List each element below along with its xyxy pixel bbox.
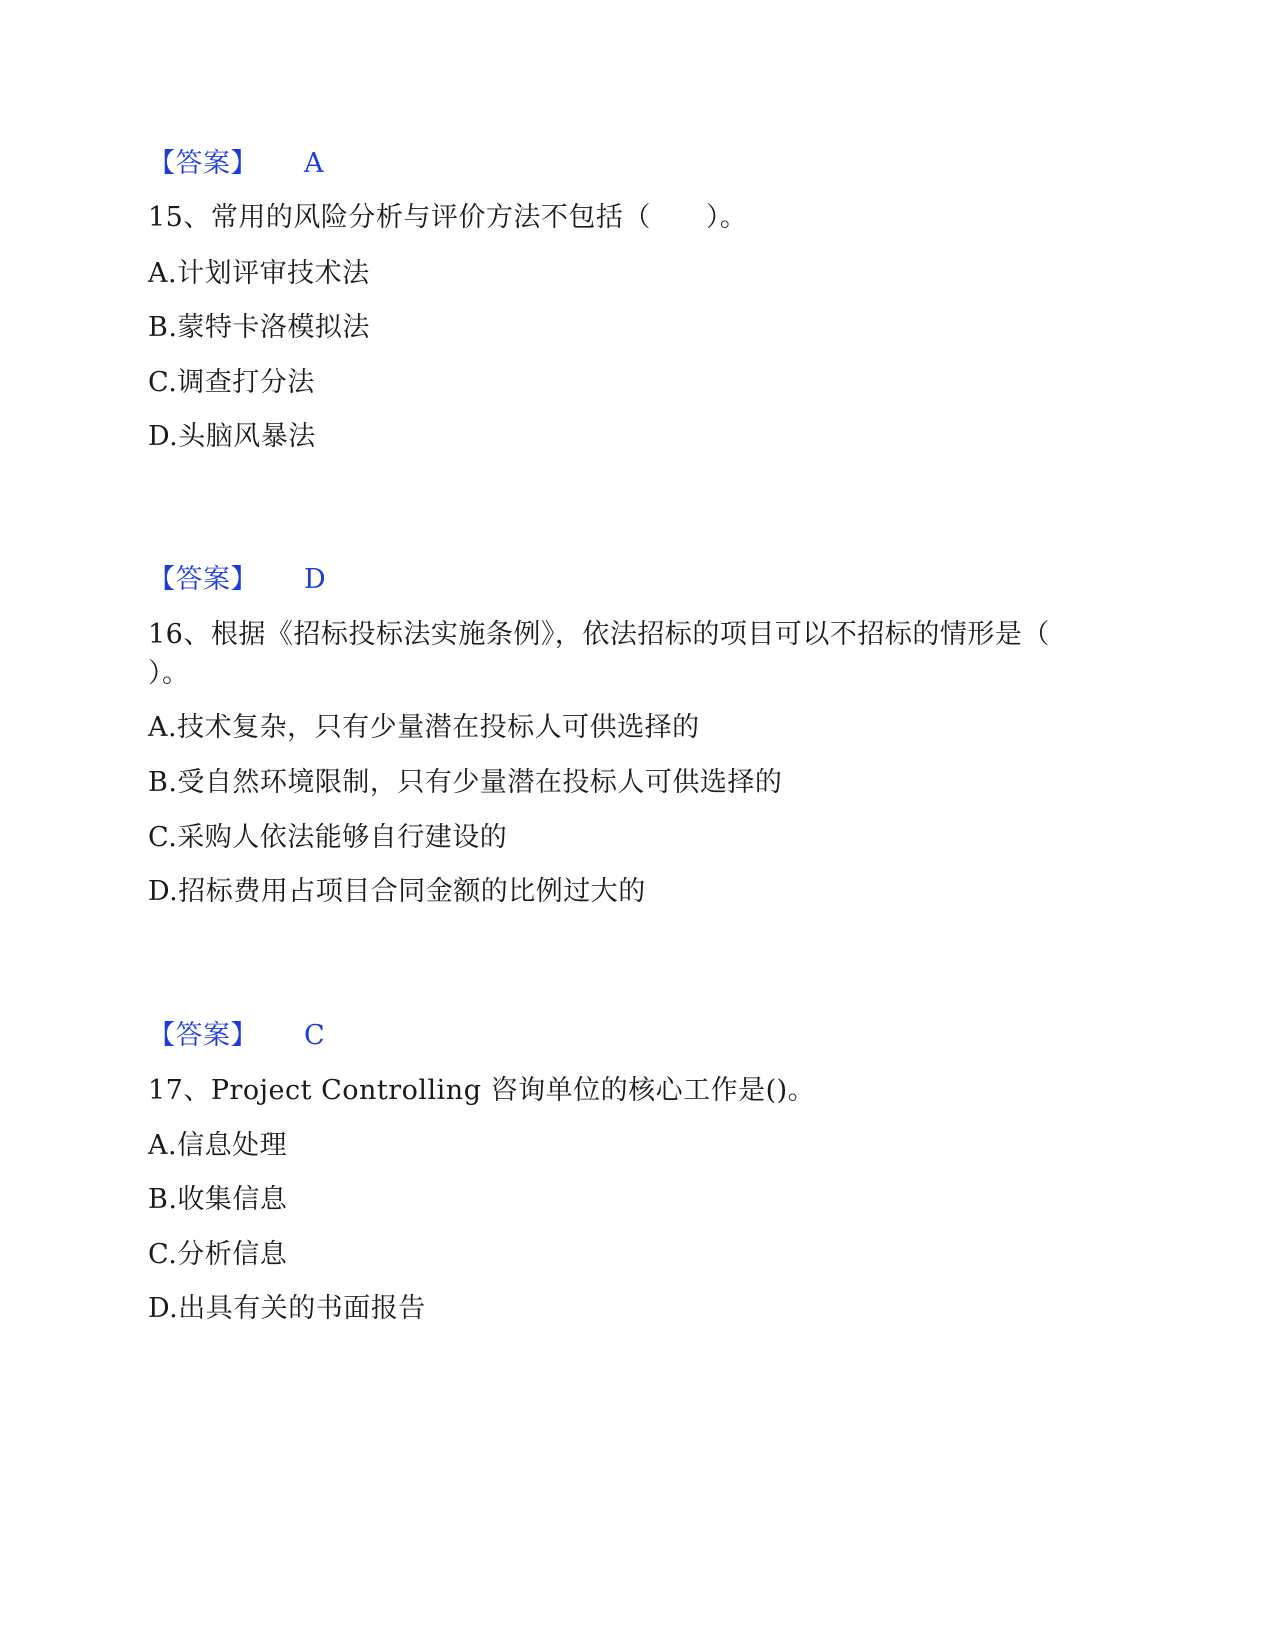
question-16-option-a: A.技术复杂，只有少量潜在投标人可供选择的 [148, 712, 700, 743]
question-17-option-b: B.收集信息 [148, 1184, 288, 1215]
answer-label: 【答案】 [148, 564, 258, 595]
question-15-option-a: A.计划评审技术法 [148, 258, 370, 289]
answer-value: A [304, 148, 324, 179]
answer-value: C [304, 1020, 326, 1051]
answer-row [148, 146, 324, 182]
answer-row [148, 1018, 325, 1054]
question-17-option-c: C.分析信息 [148, 1239, 288, 1270]
question-15-text: 15、常用的风险分析与评价方法不包括（ ）。 [148, 202, 748, 233]
question-17-option-a: A.信息处理 [148, 1130, 288, 1161]
question-16-option-d: D.招标费用占项目合同金额的比例过大的 [148, 876, 646, 907]
question-17-text: 17、Project Controlling 咨询单位的核心工作是()。 [148, 1075, 816, 1106]
answer-label: 【答案】 [148, 1020, 258, 1051]
question-16-option-b: B.受自然环境限制，只有少量潜在投标人可供选择的 [148, 767, 783, 798]
question-15-option-c: C.调查打分法 [148, 367, 315, 398]
answer-value: D [304, 564, 327, 595]
answer-row [148, 562, 326, 598]
question-16-text-line2: ）。 [148, 658, 190, 689]
answer-label: 【答案】 [148, 148, 258, 179]
question-16-option-c: C.采购人依法能够自行建设的 [148, 822, 508, 853]
question-16-text-line1: 16、根据《招标投标法实施条例》，依法招标的项目可以不招标的情形是（ [148, 619, 1050, 650]
question-15-option-d: D.头脑风暴法 [148, 421, 316, 452]
question-17-option-d: D.出具有关的书面报告 [148, 1293, 426, 1324]
question-15-option-b: B.蒙特卡洛模拟法 [148, 312, 370, 343]
